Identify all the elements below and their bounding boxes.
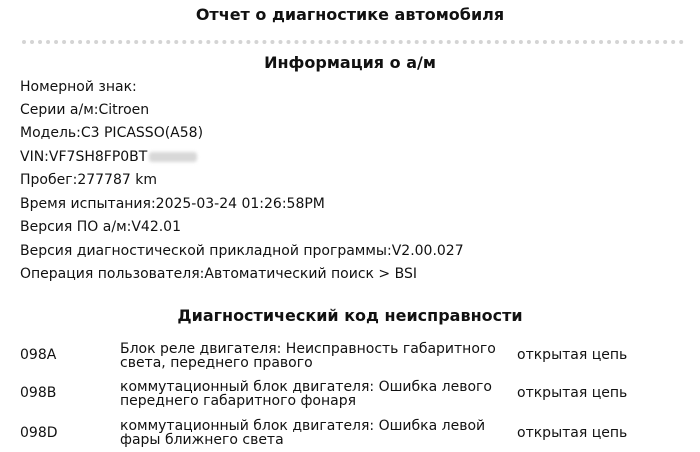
model-line [20, 125, 203, 141]
operation-value: Автоматический поиск > BSI [204, 266, 417, 282]
test-time-label: Время испытания: [20, 196, 156, 212]
test-time-value: 2025-03-24 01:26:58PM [155, 196, 325, 212]
dtc-description: Блок реле двигателя: Неисправность габаритного света, переднего правого [120, 341, 496, 371]
operation-label: Операция пользователя: [20, 266, 205, 282]
sw-version-line [20, 219, 181, 235]
sw-version-label: Версия ПО а/м: [20, 219, 132, 235]
dtc-code: 098D [20, 425, 58, 441]
report-title: Отчет о диагностике автомобиля [195, 5, 505, 24]
vin-redaction [149, 152, 197, 162]
dtc-status: открытая цепь [517, 425, 628, 441]
vin-line [20, 149, 197, 165]
dtc-code: 098B [20, 385, 57, 401]
mileage-line [20, 172, 157, 188]
sw-version-value: V42.01 [131, 219, 181, 235]
app-version-label: Версия диагностической прикладной программы: [20, 243, 392, 259]
test-time-line [20, 196, 325, 212]
dtc-status: открытая цепь [517, 385, 628, 401]
dotted-divider [22, 40, 684, 44]
dtc-heading: Диагностический код неисправности [177, 306, 523, 325]
dtc-status: открытая цепь [517, 347, 628, 363]
series-line [20, 102, 149, 118]
mileage-label: Пробег: [20, 172, 78, 188]
model-label: Модель: [20, 125, 81, 141]
vin-label: VIN: [20, 149, 49, 165]
plate-line [20, 79, 137, 95]
plate-label: Номерной знак: [20, 79, 137, 95]
vin-value: VF7SH8FP0BT [48, 149, 148, 165]
dtc-description: коммутационный блок двигателя: Ошибка левого переднего габаритного фонаря [120, 379, 492, 409]
dtc-code: 098A [20, 347, 57, 363]
app-version-line [20, 243, 464, 259]
operation-line [20, 266, 417, 282]
vehicle-info-heading: Информация о а/м [264, 53, 436, 72]
app-version-value: V2.00.027 [391, 243, 464, 259]
model-value: C3 PICASSO(A58) [80, 125, 204, 141]
mileage-value: 277787 km [77, 172, 157, 188]
dtc-description: коммутационный блок двигателя: Ошибка левой фары ближнего света [120, 418, 486, 448]
series-label: Серии а/м: [20, 102, 99, 118]
series-value: Citroen [98, 102, 150, 118]
